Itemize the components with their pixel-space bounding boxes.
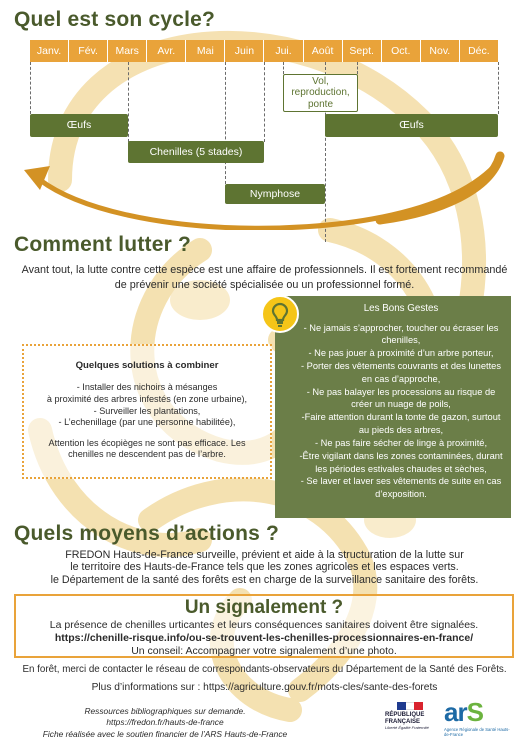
signalement-link[interactable]: https://chenille-risque.info/ou-se-trouvent-les-chenilles-processionnaires-en-france/ <box>54 632 474 644</box>
solutions-title: Quelques solutions à combiner <box>75 360 219 371</box>
guide-line <box>128 62 129 142</box>
rf-title: RÉPUBLIQUE FRANÇAISE <box>385 712 425 725</box>
ars-logo-s: S <box>466 697 483 727</box>
month-cell: Sept. <box>343 40 382 62</box>
solutions-item: - L’echenillage (par une personne habilitée), <box>58 417 236 428</box>
month-cell: Jui. <box>264 40 303 62</box>
month-bar <box>30 40 498 62</box>
flag-icon <box>397 702 423 710</box>
signalement-title: Un signalement ? <box>184 597 344 618</box>
phase-chenilles: Chenilles (5 stades) <box>128 141 264 163</box>
cycle-arrow <box>20 140 520 230</box>
phase-oeufs-left: Œufs <box>30 114 128 137</box>
actions-line: FREDON Hauts-de-France surveille, prévient et aide à la structuration de la lutte sur <box>65 549 464 561</box>
guide-line <box>264 62 265 142</box>
actions-line: le Département de la santé des forêts est en charge de la surveillance sanitaire des forêts. <box>50 573 479 586</box>
month-cell: Août <box>304 40 343 62</box>
guide-line <box>498 62 499 114</box>
bons-gestes-title: Les Bons Gestes <box>363 303 439 314</box>
signalement-tip: Un conseil: Accompagner votre signalement d’une photo. <box>131 645 397 657</box>
more-info-link[interactable]: Plus d’informations sur : https://agriculture.gouv.fr/mots-cles/sante-des-forets <box>91 682 438 693</box>
guide-line <box>283 62 284 74</box>
ars-logo-text: ar <box>444 697 467 727</box>
credits <box>20 706 310 740</box>
month-cell: Mars <box>108 40 147 62</box>
bons-gestes-item: - Ne pas jouer à proximité d’un arbre porteur, <box>308 348 494 359</box>
solutions-note: Attention les écopièges ne sont pas efficace. Les chenilles ne descendent pas de l’arbre. <box>48 437 246 460</box>
bons-gestes-item: - Se laver et laver ses vêtements de suite en cas d’exposition. <box>300 476 502 500</box>
lutter-heading: Comment lutter ? <box>14 233 192 256</box>
solutions-box <box>22 344 272 479</box>
phase-nymphose: Nymphose <box>225 184 325 204</box>
bons-gestes-item: - Ne pas balayer les processions au risque de créer un nuage de poils, <box>306 386 496 410</box>
rf-motto: Liberté Égalité Fraternité <box>385 725 429 730</box>
bons-gestes-item: - Ne jamais s’approcher, toucher ou écraser les chenilles, <box>303 322 499 346</box>
month-cell: Oct. <box>382 40 421 62</box>
credits-line: Fiche réalisée avec le soutien financier de l’ARS Hauts-de-France <box>42 728 288 739</box>
solutions-item: à proximité des arbres infestés (en zone urbaine), <box>46 393 248 404</box>
bons-gestes-item: - Ne pas faire sécher de linge à proximité, <box>314 437 488 448</box>
credits-link[interactable]: https://fredon.fr/hauts-de-france <box>106 717 224 728</box>
guide-line <box>30 62 31 114</box>
phase-oeufs-right: Œufs <box>325 114 498 137</box>
intro-text: Avant tout, la lutte contre cette espèce est une affaire de professionnels. Il est fortement recommandé de prévenir une société spécialisée ou un professionnel formé. <box>21 264 508 291</box>
month-cell: Mai <box>186 40 225 62</box>
credits-line: Ressources bibliographiques sur demande. <box>84 706 246 716</box>
month-cell: Janv. <box>30 40 69 62</box>
month-cell: Juin <box>225 40 264 62</box>
republique-francaise-logo <box>385 702 437 744</box>
month-cell: Avr. <box>147 40 186 62</box>
solutions-item: - Installer des nichoirs à mésanges <box>76 382 218 393</box>
phase-vol-reproduction: Vol, reproduction, ponte <box>283 74 358 112</box>
actions-line: le territoire des Hauts-de-France tels que les zones agricoles et les espaces verts. <box>70 561 459 574</box>
bons-gestes-item: -Être vigilant dans les zones contaminées, durant les périodes estivales chaudes et sèches, <box>299 450 503 474</box>
cycle-heading: Quel est son cycle? <box>14 8 216 31</box>
ars-logo <box>442 697 510 743</box>
guide-line <box>357 62 358 74</box>
month-cell: Fév. <box>69 40 108 62</box>
month-cell: Déc. <box>460 40 498 62</box>
moyens-heading: Quels moyens d’actions ? <box>14 522 280 545</box>
lightbulb-icon <box>258 294 302 340</box>
month-cell: Nov. <box>421 40 460 62</box>
forest-contact-text: En forêt, merci de contacter le réseau de correspondants-observateurs du Département de la Santé des Forêts. <box>22 664 507 675</box>
ars-subtitle: Agence Régionale de Santé Hauts-de-France <box>444 727 510 737</box>
signalement-text: La présence de chenilles urticantes et leurs conséquences sanitaires doivent être signalées. <box>49 619 479 631</box>
bons-gestes-item: -Faire attention durant la tonte de gazon, surtout au pieds des arbres, <box>301 412 501 436</box>
actions-text <box>10 549 519 586</box>
bons-gestes-item: - Porter des vêtements couvrants et des lunettes en cas d’approche, <box>301 361 501 384</box>
bons-gestes-panel <box>275 296 511 518</box>
solutions-item: - Surveiller les plantations, <box>93 405 201 416</box>
signalement-box <box>14 594 514 658</box>
